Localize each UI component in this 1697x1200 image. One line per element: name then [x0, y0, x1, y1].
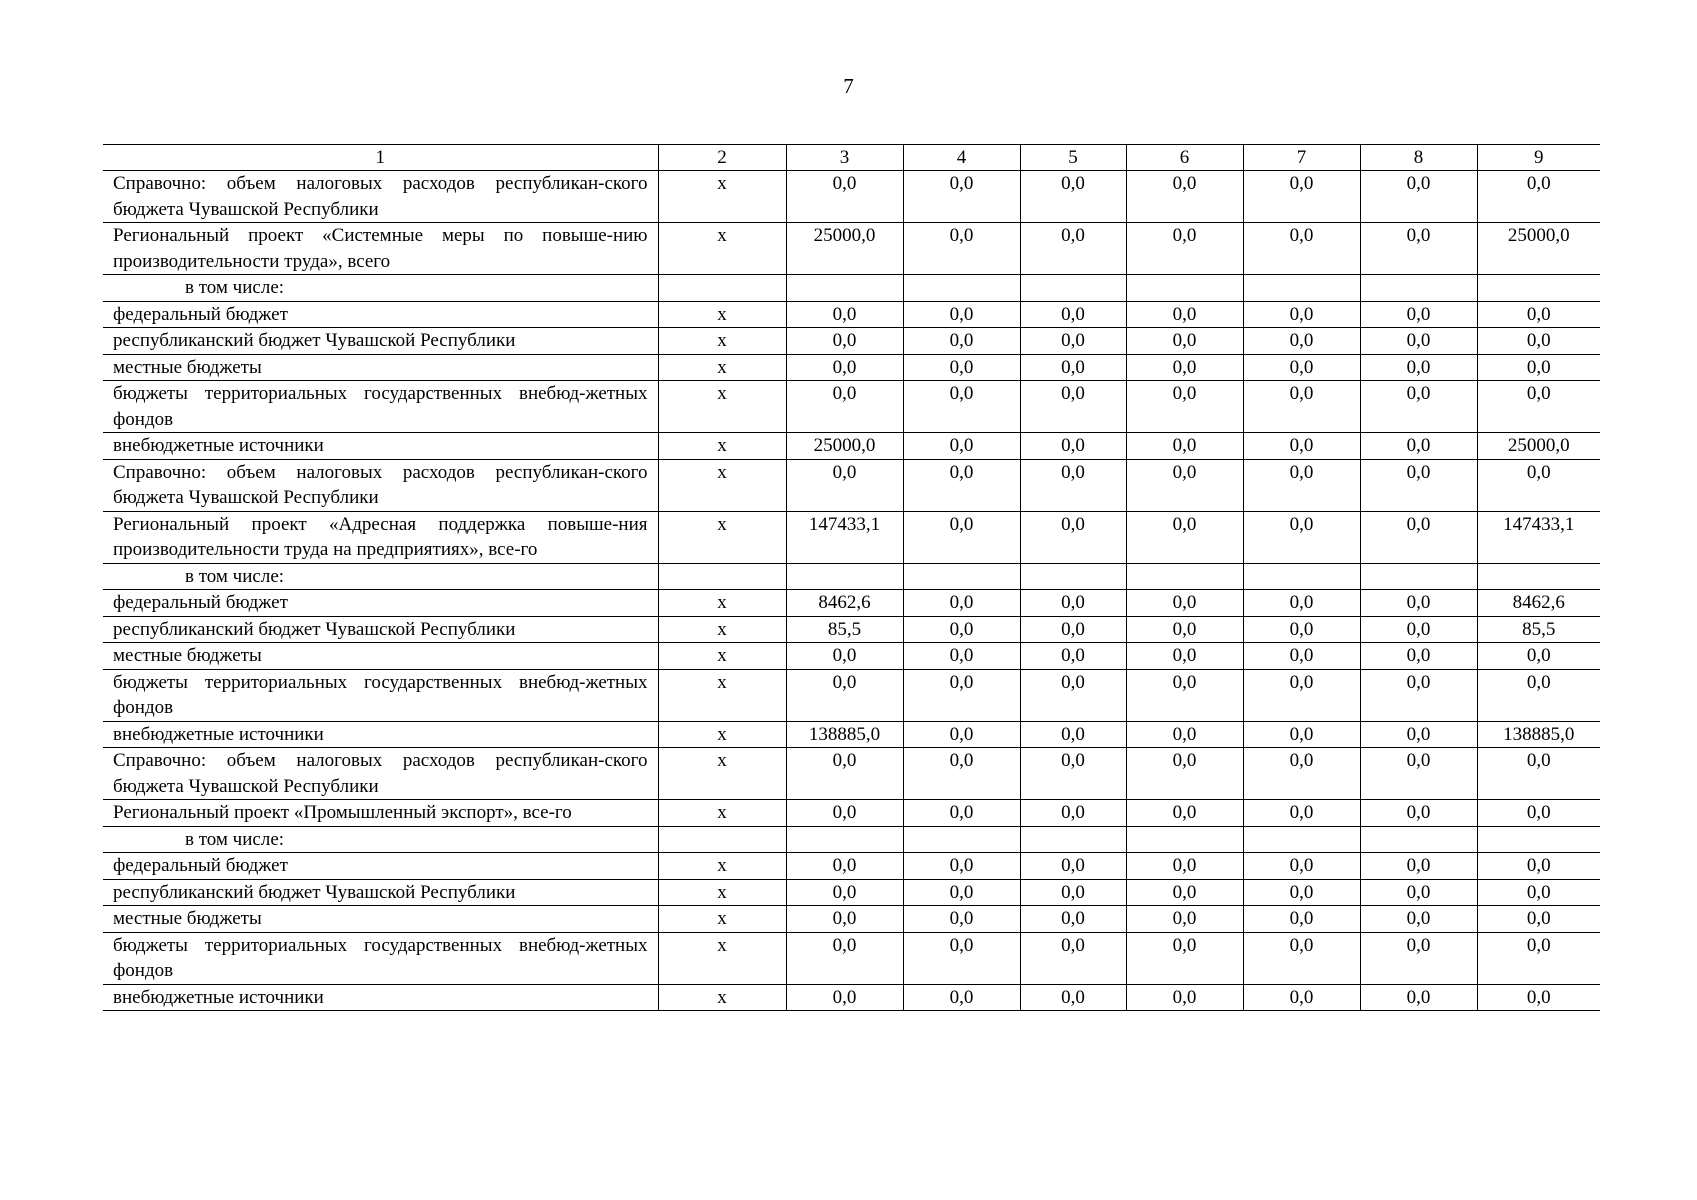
- row-name-cell: местные бюджеты: [103, 643, 658, 670]
- value-cell: 8462,6: [1477, 590, 1600, 617]
- value-cell: [1020, 826, 1126, 853]
- table-row: [103, 590, 1600, 617]
- column-2-cell: х: [658, 853, 786, 880]
- value-cell: [1360, 826, 1477, 853]
- column-2-cell: х: [658, 643, 786, 670]
- value-cell: [1126, 563, 1243, 590]
- value-cell: 8462,6: [786, 590, 903, 617]
- table-row: [103, 433, 1600, 460]
- value-cell: [1126, 826, 1243, 853]
- column-2-cell: х: [658, 906, 786, 933]
- value-cell: 0,0: [1360, 354, 1477, 381]
- value-cell: 0,0: [786, 354, 903, 381]
- value-cell: 0,0: [1360, 459, 1477, 511]
- value-cell: 0,0: [1126, 748, 1243, 800]
- value-cell: [903, 563, 1020, 590]
- column-2-cell: х: [658, 590, 786, 617]
- column-2-cell: х: [658, 721, 786, 748]
- table-row: [103, 932, 1600, 984]
- table-row: [103, 563, 1600, 590]
- column-2-cell: х: [658, 616, 786, 643]
- value-cell: 0,0: [1243, 879, 1360, 906]
- value-cell: 0,0: [1360, 643, 1477, 670]
- value-cell: 0,0: [903, 354, 1020, 381]
- value-cell: 0,0: [1360, 381, 1477, 433]
- row-name-cell: Справочно: объем налоговых расходов республикан-ского бюджета Чувашской Республики: [103, 748, 658, 800]
- value-cell: 0,0: [903, 669, 1020, 721]
- value-cell: 0,0: [1477, 879, 1600, 906]
- column-number-cell: 6: [1126, 145, 1243, 171]
- value-cell: 0,0: [786, 906, 903, 933]
- row-name-cell: бюджеты территориальных государственных внебюд-жетных фондов: [103, 669, 658, 721]
- value-cell: 0,0: [1126, 590, 1243, 617]
- value-cell: 0,0: [1477, 301, 1600, 328]
- table-row: [103, 275, 1600, 302]
- value-cell: 0,0: [1360, 721, 1477, 748]
- value-cell: 0,0: [1360, 669, 1477, 721]
- value-cell: [1243, 275, 1360, 302]
- column-2-cell: х: [658, 171, 786, 223]
- value-cell: [1020, 275, 1126, 302]
- value-cell: [903, 826, 1020, 853]
- value-cell: 0,0: [1477, 748, 1600, 800]
- value-cell: 0,0: [1126, 643, 1243, 670]
- table-row: [103, 748, 1600, 800]
- row-name-cell: в том числе:: [103, 563, 658, 590]
- value-cell: 0,0: [1243, 328, 1360, 355]
- value-cell: 0,0: [1243, 721, 1360, 748]
- value-cell: 0,0: [786, 381, 903, 433]
- value-cell: 0,0: [786, 800, 903, 827]
- table-row: [103, 381, 1600, 433]
- row-name-cell: Справочно: объем налоговых расходов республикан-ского бюджета Чувашской Республики: [103, 459, 658, 511]
- value-cell: 0,0: [903, 381, 1020, 433]
- table-row: [103, 223, 1600, 275]
- value-cell: 0,0: [1020, 906, 1126, 933]
- value-cell: 0,0: [1243, 433, 1360, 460]
- value-cell: 0,0: [1243, 459, 1360, 511]
- value-cell: 0,0: [1020, 223, 1126, 275]
- value-cell: 0,0: [903, 984, 1020, 1011]
- column-number-cell: 5: [1020, 145, 1126, 171]
- value-cell: 147433,1: [1477, 511, 1600, 563]
- value-cell: 0,0: [903, 328, 1020, 355]
- value-cell: 0,0: [1477, 906, 1600, 933]
- value-cell: 0,0: [1243, 669, 1360, 721]
- table-row: [103, 984, 1600, 1011]
- value-cell: 0,0: [1477, 381, 1600, 433]
- value-cell: 0,0: [1126, 459, 1243, 511]
- value-cell: 0,0: [1360, 433, 1477, 460]
- table-row: [103, 171, 1600, 223]
- column-2-cell: х: [658, 932, 786, 984]
- value-cell: 0,0: [1243, 171, 1360, 223]
- value-cell: 0,0: [1126, 354, 1243, 381]
- value-cell: 0,0: [1126, 932, 1243, 984]
- row-name-cell: бюджеты территориальных государственных внебюд-жетных фондов: [103, 932, 658, 984]
- value-cell: 0,0: [1243, 906, 1360, 933]
- value-cell: 0,0: [1477, 643, 1600, 670]
- value-cell: 0,0: [1020, 984, 1126, 1011]
- table-row: [103, 800, 1600, 827]
- value-cell: [1477, 275, 1600, 302]
- value-cell: [1477, 826, 1600, 853]
- column-2-cell: х: [658, 879, 786, 906]
- value-cell: [1360, 563, 1477, 590]
- value-cell: [1477, 563, 1600, 590]
- value-cell: 0,0: [1020, 590, 1126, 617]
- value-cell: 0,0: [1126, 800, 1243, 827]
- value-cell: 85,5: [786, 616, 903, 643]
- table-row: [103, 721, 1600, 748]
- value-cell: 0,0: [786, 853, 903, 880]
- value-cell: 0,0: [1360, 879, 1477, 906]
- value-cell: 0,0: [1477, 459, 1600, 511]
- value-cell: 0,0: [1243, 590, 1360, 617]
- row-name-cell: республиканский бюджет Чувашской Республики: [103, 616, 658, 643]
- value-cell: 0,0: [903, 853, 1020, 880]
- value-cell: 0,0: [786, 932, 903, 984]
- value-cell: 0,0: [1243, 354, 1360, 381]
- value-cell: 0,0: [903, 171, 1020, 223]
- column-2-cell: [658, 826, 786, 853]
- value-cell: 0,0: [1360, 616, 1477, 643]
- value-cell: [786, 826, 903, 853]
- value-cell: 0,0: [1243, 748, 1360, 800]
- value-cell: 0,0: [1126, 906, 1243, 933]
- table-row: [103, 879, 1600, 906]
- table-row: [103, 301, 1600, 328]
- value-cell: 0,0: [1126, 328, 1243, 355]
- table-row: [103, 354, 1600, 381]
- value-cell: 0,0: [1477, 354, 1600, 381]
- value-cell: 0,0: [1360, 984, 1477, 1011]
- value-cell: 0,0: [903, 800, 1020, 827]
- column-2-cell: [658, 275, 786, 302]
- value-cell: 0,0: [1020, 171, 1126, 223]
- row-name-cell: бюджеты территориальных государственных внебюд-жетных фондов: [103, 381, 658, 433]
- value-cell: [786, 563, 903, 590]
- column-2-cell: х: [658, 984, 786, 1011]
- value-cell: 0,0: [1020, 879, 1126, 906]
- value-cell: 0,0: [1126, 381, 1243, 433]
- value-cell: 0,0: [1243, 643, 1360, 670]
- row-name-cell: федеральный бюджет: [103, 590, 658, 617]
- value-cell: 138885,0: [1477, 721, 1600, 748]
- value-cell: 0,0: [903, 301, 1020, 328]
- value-cell: 0,0: [1243, 932, 1360, 984]
- value-cell: 0,0: [1126, 511, 1243, 563]
- table-row: [103, 616, 1600, 643]
- value-cell: 0,0: [1477, 669, 1600, 721]
- value-cell: 0,0: [1360, 590, 1477, 617]
- row-name-cell: федеральный бюджет: [103, 853, 658, 880]
- table-row: [103, 669, 1600, 721]
- value-cell: 0,0: [1126, 879, 1243, 906]
- value-cell: 0,0: [903, 616, 1020, 643]
- value-cell: [1020, 563, 1126, 590]
- value-cell: 0,0: [1126, 223, 1243, 275]
- budget-table: [103, 144, 1600, 1011]
- row-name-cell: внебюджетные источники: [103, 984, 658, 1011]
- table-body: [103, 145, 1600, 1011]
- value-cell: 0,0: [786, 669, 903, 721]
- value-cell: 0,0: [1243, 616, 1360, 643]
- column-number-cell: 2: [658, 145, 786, 171]
- value-cell: 138885,0: [786, 721, 903, 748]
- column-2-cell: х: [658, 354, 786, 381]
- value-cell: 0,0: [1243, 511, 1360, 563]
- column-number-cell: 1: [103, 145, 658, 171]
- value-cell: 0,0: [1020, 669, 1126, 721]
- value-cell: 0,0: [1243, 381, 1360, 433]
- value-cell: 0,0: [1477, 853, 1600, 880]
- table-row: [103, 906, 1600, 933]
- column-number-cell: 8: [1360, 145, 1477, 171]
- table-row: [103, 328, 1600, 355]
- row-name-cell: местные бюджеты: [103, 906, 658, 933]
- row-name-cell: внебюджетные источники: [103, 433, 658, 460]
- row-name-cell: Региональный проект «Системные меры по повыше-нию производительности труда», всего: [103, 223, 658, 275]
- value-cell: 0,0: [1360, 932, 1477, 984]
- row-name-cell: республиканский бюджет Чувашской Республики: [103, 328, 658, 355]
- value-cell: 0,0: [1020, 381, 1126, 433]
- column-number-cell: 7: [1243, 145, 1360, 171]
- column-2-cell: х: [658, 800, 786, 827]
- value-cell: 0,0: [1020, 301, 1126, 328]
- value-cell: 0,0: [1477, 800, 1600, 827]
- column-2-cell: х: [658, 669, 786, 721]
- value-cell: 0,0: [903, 511, 1020, 563]
- value-cell: 0,0: [1243, 853, 1360, 880]
- row-name-cell: в том числе:: [103, 275, 658, 302]
- value-cell: 0,0: [786, 643, 903, 670]
- column-number-cell: 3: [786, 145, 903, 171]
- header-row: [103, 145, 1600, 171]
- value-cell: 0,0: [1360, 853, 1477, 880]
- value-cell: [1360, 275, 1477, 302]
- table-row: [103, 853, 1600, 880]
- value-cell: 0,0: [786, 459, 903, 511]
- value-cell: 0,0: [1020, 616, 1126, 643]
- value-cell: 0,0: [1020, 643, 1126, 670]
- column-2-cell: [658, 563, 786, 590]
- value-cell: [903, 275, 1020, 302]
- value-cell: 85,5: [1477, 616, 1600, 643]
- value-cell: 0,0: [1243, 984, 1360, 1011]
- column-2-cell: х: [658, 748, 786, 800]
- value-cell: 0,0: [903, 906, 1020, 933]
- value-cell: 0,0: [1126, 616, 1243, 643]
- column-2-cell: х: [658, 301, 786, 328]
- value-cell: 0,0: [1020, 511, 1126, 563]
- row-name-cell: республиканский бюджет Чувашской Республики: [103, 879, 658, 906]
- value-cell: 0,0: [1126, 721, 1243, 748]
- value-cell: 147433,1: [786, 511, 903, 563]
- row-name-cell: в том числе:: [103, 826, 658, 853]
- value-cell: [786, 275, 903, 302]
- value-cell: 0,0: [786, 748, 903, 800]
- value-cell: 0,0: [903, 721, 1020, 748]
- value-cell: 0,0: [1126, 669, 1243, 721]
- value-cell: 0,0: [1126, 171, 1243, 223]
- value-cell: 0,0: [903, 433, 1020, 460]
- table-row: [103, 826, 1600, 853]
- row-name-cell: местные бюджеты: [103, 354, 658, 381]
- column-2-cell: х: [658, 381, 786, 433]
- value-cell: 0,0: [1126, 853, 1243, 880]
- value-cell: 0,0: [1477, 328, 1600, 355]
- value-cell: 0,0: [1020, 853, 1126, 880]
- value-cell: 0,0: [1360, 748, 1477, 800]
- column-number-cell: 9: [1477, 145, 1600, 171]
- value-cell: 0,0: [786, 328, 903, 355]
- value-cell: 0,0: [1020, 800, 1126, 827]
- value-cell: 0,0: [903, 223, 1020, 275]
- value-cell: 0,0: [1020, 354, 1126, 381]
- page-number: 7: [843, 74, 854, 98]
- column-2-cell: х: [658, 328, 786, 355]
- column-2-cell: х: [658, 223, 786, 275]
- value-cell: 25000,0: [786, 223, 903, 275]
- value-cell: 0,0: [786, 984, 903, 1011]
- value-cell: 0,0: [1020, 932, 1126, 984]
- value-cell: 0,0: [1126, 301, 1243, 328]
- table-row: [103, 511, 1600, 563]
- value-cell: 0,0: [1477, 932, 1600, 984]
- value-cell: 0,0: [1360, 906, 1477, 933]
- value-cell: 0,0: [903, 643, 1020, 670]
- value-cell: 0,0: [1243, 301, 1360, 328]
- row-name-cell: Региональный проект «Промышленный экспорт», все-го: [103, 800, 658, 827]
- value-cell: 0,0: [1020, 748, 1126, 800]
- value-cell: 0,0: [1477, 171, 1600, 223]
- value-cell: [1126, 275, 1243, 302]
- value-cell: 0,0: [1360, 800, 1477, 827]
- value-cell: 0,0: [1020, 459, 1126, 511]
- column-2-cell: х: [658, 511, 786, 563]
- value-cell: 0,0: [1243, 223, 1360, 275]
- column-number-cell: 4: [903, 145, 1020, 171]
- value-cell: 0,0: [903, 879, 1020, 906]
- column-2-cell: х: [658, 459, 786, 511]
- value-cell: 0,0: [1126, 984, 1243, 1011]
- value-cell: 0,0: [1477, 984, 1600, 1011]
- value-cell: 0,0: [1360, 301, 1477, 328]
- value-cell: 0,0: [903, 459, 1020, 511]
- value-cell: 0,0: [1360, 171, 1477, 223]
- column-2-cell: х: [658, 433, 786, 460]
- value-cell: 0,0: [786, 301, 903, 328]
- row-name-cell: федеральный бюджет: [103, 301, 658, 328]
- value-cell: 0,0: [786, 171, 903, 223]
- value-cell: 0,0: [1360, 223, 1477, 275]
- value-cell: 25000,0: [786, 433, 903, 460]
- row-name-cell: Справочно: объем налоговых расходов республикан-ского бюджета Чувашской Республики: [103, 171, 658, 223]
- value-cell: 0,0: [1126, 433, 1243, 460]
- value-cell: 0,0: [903, 748, 1020, 800]
- value-cell: 0,0: [786, 879, 903, 906]
- value-cell: [1243, 826, 1360, 853]
- row-name-cell: Региональный проект «Адресная поддержка повыше-ния производительности труда на предприятиях», все-го: [103, 511, 658, 563]
- value-cell: 25000,0: [1477, 223, 1600, 275]
- value-cell: 0,0: [1360, 511, 1477, 563]
- value-cell: 0,0: [1360, 328, 1477, 355]
- row-name-cell: внебюджетные источники: [103, 721, 658, 748]
- value-cell: 0,0: [1020, 328, 1126, 355]
- value-cell: 0,0: [1020, 433, 1126, 460]
- value-cell: 0,0: [903, 590, 1020, 617]
- table-row: [103, 459, 1600, 511]
- table-row: [103, 643, 1600, 670]
- value-cell: [1243, 563, 1360, 590]
- value-cell: 0,0: [903, 932, 1020, 984]
- value-cell: 25000,0: [1477, 433, 1600, 460]
- value-cell: 0,0: [1020, 721, 1126, 748]
- value-cell: 0,0: [1243, 800, 1360, 827]
